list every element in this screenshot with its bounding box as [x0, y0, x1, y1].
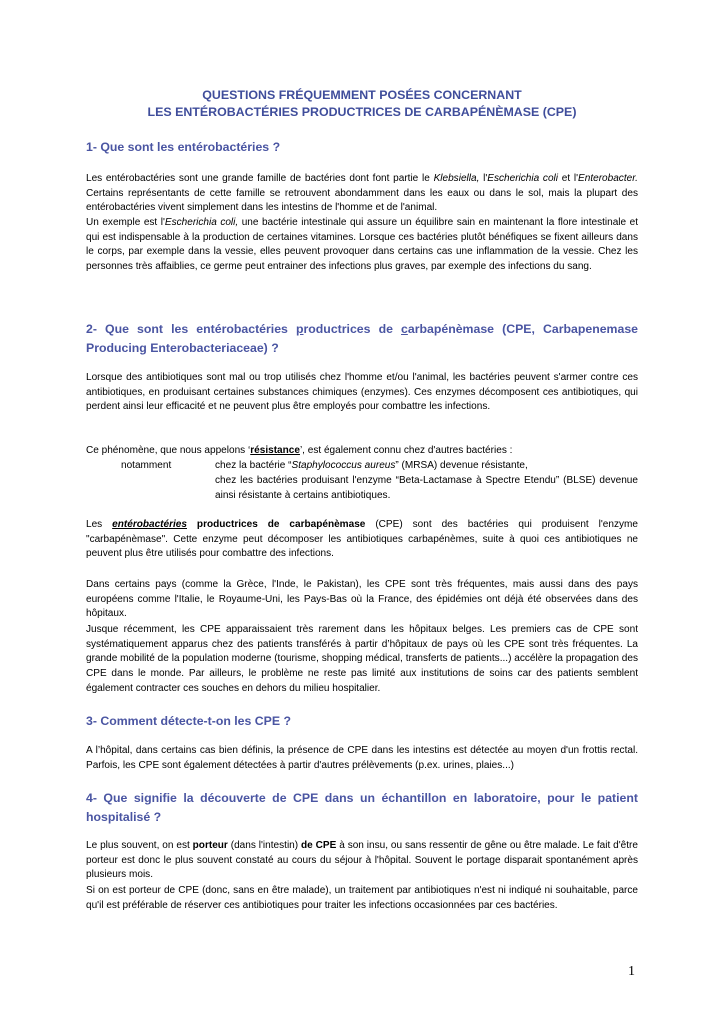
section-2-paragraph-5: Jusque récemment, les CPE apparaissaient très rarement dans les hôpitaux belges. Les premiers cas de CPE sont systématiquement apparus chez des patients transférés à partir d’hôpitaux de pays où les CPE sont très fréquentes. La grande mobilité de la population moderne (tourisme, shopping médical, transferts de patients...) accélère la propagation des CPE dans le monde. Par ailleurs, le problème ne reste pas limité aux institutions de soins car des patients semblent également contracter ces souches en dehors du milieu hospitalier. [86, 624, 638, 694]
section-3-paragraph-1: A l’hôpital, dans certains cas bien définis, la présence de CPE dans les intestins est détectée au moyen d'un frottis rectal. Parfois, les CPE sont également détectées à partir d'autres prélèvements (p.ex. urines, plaies...) [86, 745, 638, 771]
section-4-paragraph-2: Si on est porteur de CPE (donc, sans en être malade), un traitement par antibiotiques n'est ni indiqué ni souhaitable, parce qu'il est préférable de réserver ces antibiotiques pour traiter les infections occasionnées par ces bactéries. [86, 885, 638, 911]
list-item-blse: chez les bactéries produisant l'enzyme “Beta-Lactamase à Spectre Etendu” (BLSE) devenue ainsi résistante à certains antibiotiques. [215, 475, 638, 501]
list-item-mrsa: chez la bactérie “Staphylococcus aureus” (MRSA) devenue résistante, [215, 460, 528, 471]
section-1-paragraph-2: Un exemple est l'Escherichia coli, une bactérie intestinale qui assure un équilibre sain en maintenant la flore intestinale et qui est indispensable à la production de certaines vitamines. Lorsque ces bactéries plutôt bénéfiques se fixent ailleurs dans le corps, par exemple dans la vessie, elles peuvent provoquer dans certains cas une inflammation de la vessie. Chez les personnes très affaiblies, ce germe peut entrainer des infections plus graves, par exemple des infections du sang. [86, 217, 639, 273]
section-2-paragraph-3: Les entérobactéries productrices de carbapénèmase (CPE) sont des bactéries qui produisent l'enzyme "carbapénèmase". Cette enzyme peut décomposer les antibiotiques carbapénèmes, suite à quoi ces antibiotiques ne peuvent plus être utilisés pour combattre des infections. [86, 519, 638, 560]
notamment-label: notamment [121, 460, 172, 471]
section-2-paragraph-2: Ce phénomène, que nous appelons ‘résistance’, est également connu chez d'autres bactéries : [86, 445, 513, 456]
section-1-heading: 1- Que sont les entérobactéries ? [86, 140, 281, 154]
section-2-heading: 2- Que sont les entérobactéries productrices de carbapénèmase (CPE, Carbapenemase Producing Enterobacteriaceae) ? [86, 322, 639, 355]
section-4-heading: 4- Que signifie la découverte de CPE dans un échantillon en laboratoire, pour le patient hospitalisé ? [86, 791, 638, 824]
section-2-paragraph-1: Lorsque des antibiotiques sont mal ou trop utilisés chez l'homme et/ou l'animal, les bactéries peuvent s'armer contre ces antibiotiques, en produisant certaines substances chimiques (enzymes). Ces enzymes décomposent ces antibiotiques, qui perdent ainsi leur efficacité et ne peuvent plus être employés pour combattre les infections. [86, 372, 638, 413]
document-title-line-1: QUESTIONS FRÉQUEMMENT POSÉES CONCERNANT [202, 88, 522, 102]
page-number: 1 [628, 964, 635, 979]
section-2-paragraph-4: Dans certains pays (comme la Grèce, l'Inde, le Pakistan), les CPE sont très fréquentes, mais aussi dans des pays européens comme l'Italie, le Royaume-Uni, les Pays-Bas où la France, des épidémies ont déjà été observées dans des hôpitaux. [86, 579, 638, 620]
document-title-line-2: LES ENTÉROBACTÉRIES PRODUCTRICES DE CARBAPÉNÈMASE (CPE) [147, 105, 577, 119]
section-1-paragraph-1: Les entérobactéries sont une grande famille de bactéries dont font partie le Klebsiella, l'Escherichia coli et l'Enterobacter. Certains représentants de cette famille se retrouvent abondamment dans les eaux ou dans le sol, mais la plupart des entérobactéries vivent simplement dans les intestins de l'homme et de l'animal. [86, 173, 638, 214]
section-3-heading: 3- Comment détecte-t-on les CPE ? [86, 714, 291, 728]
section-4-paragraph-1: Le plus souvent, on est porteur (dans l'intestin) de CPE à son insu, ou sans ressentir de gêne ou être malade. Le fait d'être porteur est donc le plus souvent constaté au cours du séjour à l'hôpital. Souvent le portage disparait spontanément après plusieurs mois. [86, 840, 638, 881]
